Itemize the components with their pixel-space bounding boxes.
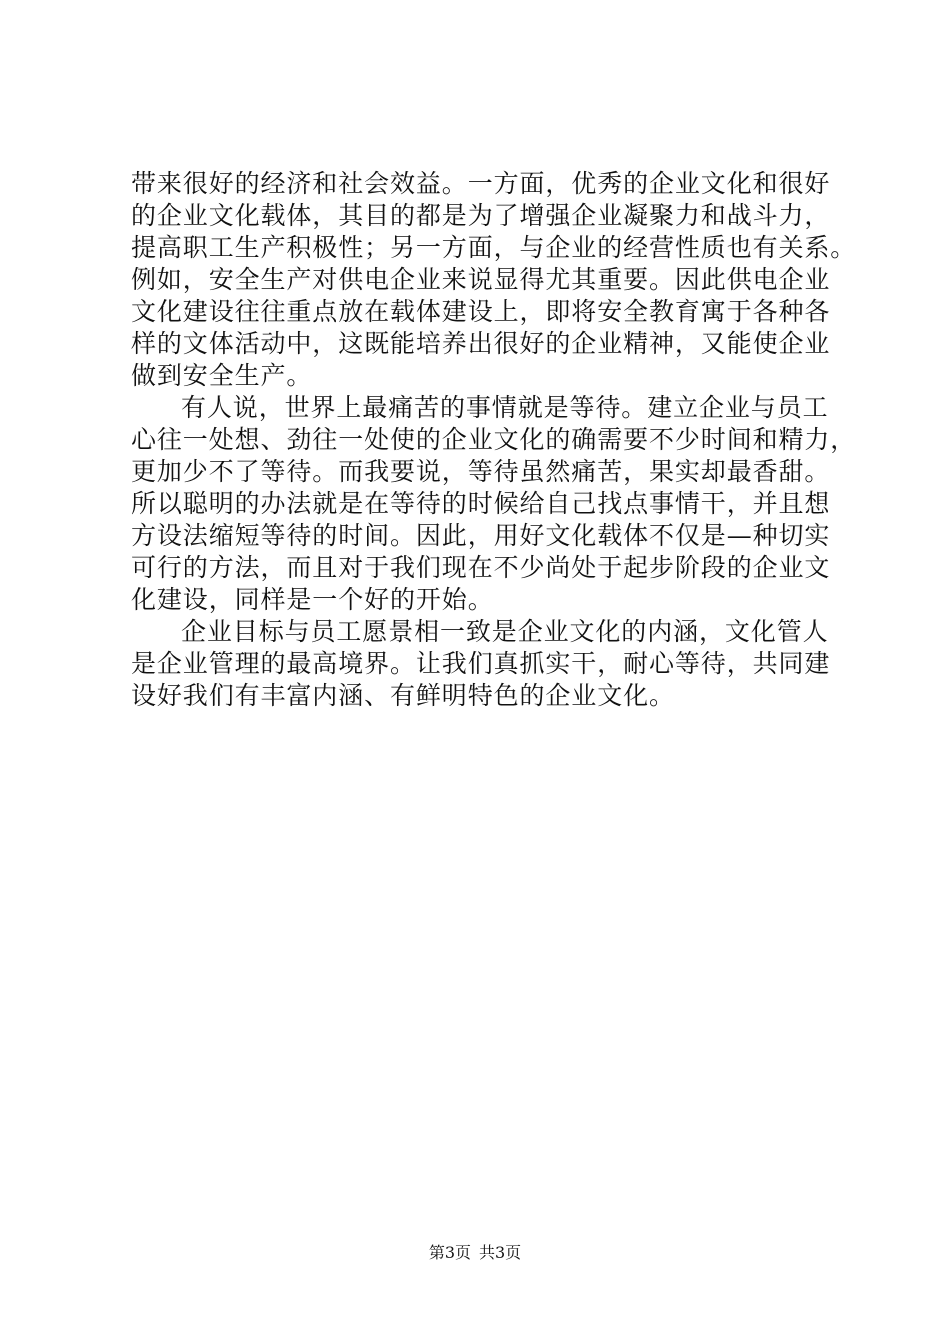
paragraph-first-line: 有人说，世界上最痛苦的事情就是等待。建立企业与员工 xyxy=(181,393,829,422)
text-line: 方设法缩短等待的时间。因此，用好文化载体不仅是—种切实 xyxy=(131,521,831,550)
text-line: 的企业文化载体，其目的都是为了增强企业凝聚力和战斗力， xyxy=(131,201,831,230)
text-line: 做到安全生产。 xyxy=(131,361,313,390)
text-line: 提高职工生产积极性；另一方面，与企业的经营性质也有关系。 xyxy=(131,233,857,262)
text-line: 更加少不了等待。而我要说，等待虽然痛苦，果实却最香甜。 xyxy=(131,457,831,486)
text-line: 样的文体活动中，这既能培养出很好的企业精神，又能使企业 xyxy=(131,329,831,358)
page-number-total: 共3页 xyxy=(479,1243,522,1262)
paragraph-first-line: 企业目标与员工愿景相一致是企业文化的内涵，文化管人 xyxy=(181,617,829,646)
text-line: 例如，安全生产对供电企业来说显得尤其重要。因此供电企业 xyxy=(131,265,831,294)
text-line: 所以聪明的办法就是在等待的时候给自己找点事情干，并且想 xyxy=(131,489,831,518)
text-line: 带来很好的经济和社会效益。一方面，优秀的企业文化和很好 xyxy=(131,169,831,198)
page-number-current: 第3页 xyxy=(428,1243,471,1262)
page-footer xyxy=(0,1243,950,1263)
text-line: 可行的方法，而且对于我们现在不少尚处于起步阶段的企业文 xyxy=(131,553,831,582)
text-line: 心往一处想、劲往一处使的企业文化的确需要不少时间和精力， xyxy=(131,425,857,454)
text-line: 是企业管理的最高境界。让我们真抓实干，耐心等待，共同建 xyxy=(131,649,831,678)
text-line: 设好我们有丰富内涵、有鲜明特色的企业文化。 xyxy=(131,681,675,710)
text-line: 文化建设往往重点放在载体建设上，即将安全教育寓于各种各 xyxy=(131,297,831,326)
document-body xyxy=(131,168,857,712)
text-line: 化建设，同样是一个好的开始。 xyxy=(131,585,494,614)
